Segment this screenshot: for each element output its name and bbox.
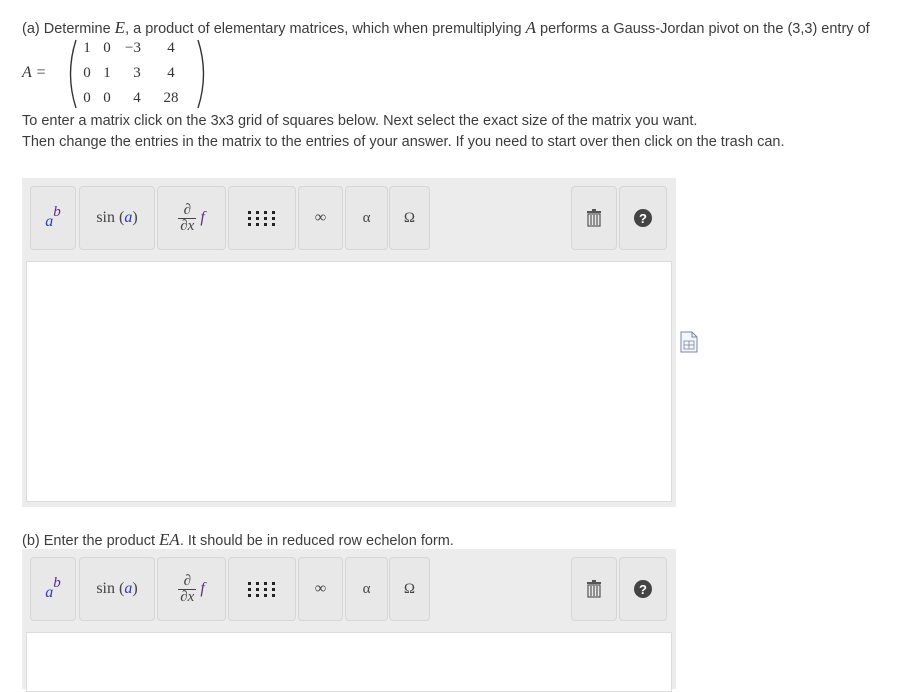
alpha-button[interactable]: α <box>345 557 388 621</box>
answer-input-a[interactable] <box>26 261 672 502</box>
matrix-cell: −3 <box>125 40 141 56</box>
matrix-label: A = <box>22 64 47 81</box>
deriv-f: f <box>200 209 205 226</box>
help-button[interactable] <box>619 186 667 250</box>
question-a-end: performs a Gauss-Jordan pivot on the (3,3) entry of <box>540 21 870 37</box>
matrix-grid-button[interactable] <box>228 186 296 250</box>
matrix-cell: 4 <box>133 90 141 106</box>
matrix-grid-button[interactable] <box>228 557 296 621</box>
trash-button[interactable] <box>571 186 617 250</box>
instruction-line-2: Then change the entries in the matrix to the entries of your answer. If you need to start over then click on the trash can. <box>22 134 785 150</box>
omega-button[interactable]: Ω <box>389 557 430 621</box>
help-button[interactable] <box>619 557 667 621</box>
sin-label: sin <box>96 209 115 226</box>
trash-button[interactable] <box>571 557 617 621</box>
document-icon[interactable] <box>680 331 698 353</box>
alpha-button[interactable]: α <box>345 186 388 250</box>
matrix-cell: 4 <box>167 65 175 81</box>
question-b-end: . It should be in reduced row echelon form. <box>179 533 454 549</box>
matrix-cell: 1 <box>103 65 111 81</box>
matrix-grid-icon <box>248 582 277 597</box>
sin-arg: a <box>124 580 133 597</box>
var-a: A <box>525 18 536 37</box>
answer-input-b[interactable] <box>26 632 672 692</box>
power-base: a <box>45 213 54 230</box>
math-editor-b <box>22 549 676 689</box>
sin-arg: a <box>124 209 133 226</box>
question-b-label: (b) Enter the product <box>22 533 155 549</box>
power-exp: b <box>53 574 61 591</box>
question-b-text <box>22 530 454 550</box>
power-base: a <box>45 584 54 601</box>
power-button[interactable] <box>30 557 76 621</box>
matrix-cell: 4 <box>167 40 175 56</box>
deriv-numerator: ∂ <box>183 201 191 218</box>
derivative-button[interactable] <box>157 557 226 621</box>
instruction-line-1: To enter a matrix click on the 3x3 grid of squares below. Next select the exact size of the matrix you want. <box>22 113 698 129</box>
matrix-a <box>22 38 212 110</box>
trash-icon <box>586 209 602 227</box>
matrix-cell: 0 <box>83 65 91 81</box>
question-a-text <box>22 18 870 38</box>
power-button[interactable] <box>30 186 76 250</box>
matrix-cell: 0 <box>103 90 111 106</box>
var-e: E <box>114 18 126 37</box>
help-icon: ? <box>634 209 652 227</box>
question-a-label: (a) Determine <box>22 21 111 37</box>
derivative-button[interactable] <box>157 186 226 250</box>
infinity-button[interactable]: ∞ <box>298 557 343 621</box>
trash-icon <box>586 580 602 598</box>
omega-button[interactable]: Ω <box>389 186 430 250</box>
var-ea: EA <box>159 530 180 549</box>
deriv-denominator: ∂x <box>180 217 195 234</box>
matrix-cell: 1 <box>83 40 91 56</box>
right-paren-icon <box>196 38 210 110</box>
power-exp: b <box>53 203 61 220</box>
matrix-cell: 0 <box>83 90 91 106</box>
matrix-cell: 28 <box>163 90 179 106</box>
deriv-f: f <box>200 580 205 597</box>
matrix-cell: 3 <box>133 65 141 81</box>
infinity-button[interactable]: ∞ <box>298 186 343 250</box>
help-icon: ? <box>634 580 652 598</box>
matrix-cell: 0 <box>103 40 111 56</box>
sin-button[interactable]: sin ( a ) <box>79 557 155 621</box>
deriv-numerator: ∂ <box>183 572 191 589</box>
question-a-middle: , a product of elementary matrices, which when premultiplying <box>125 21 522 37</box>
sin-label: sin <box>96 580 115 597</box>
math-editor-a <box>22 178 676 507</box>
sin-button[interactable]: sin ( a ) <box>79 186 155 250</box>
matrix-grid-icon <box>248 211 277 226</box>
deriv-denominator: ∂x <box>180 588 195 605</box>
